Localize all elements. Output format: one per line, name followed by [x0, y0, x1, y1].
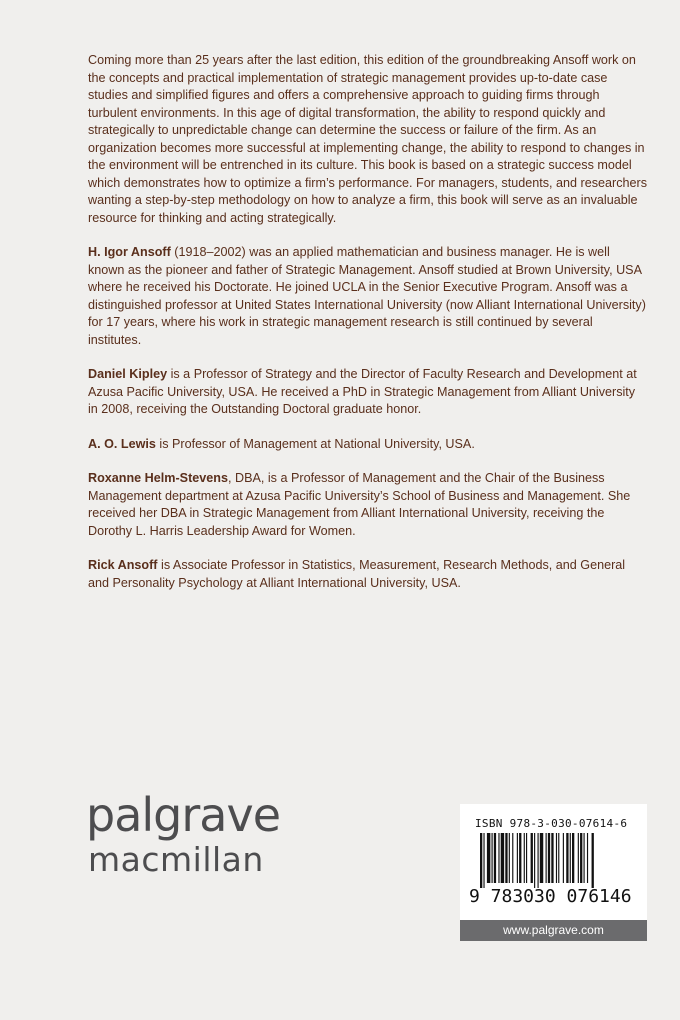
- barcode-bar: [494, 833, 496, 883]
- ean-digits: 9 783030 076146: [469, 886, 632, 907]
- author-bio-ansoff-rick: [88, 557, 648, 592]
- author-bio-text: , DBA, is a Professor of Management and the Chair of the Business Management department at Azusa Pacific University’s School of Business and Management. She received her DBA in Strategic Management from Alliant International University, receiving the Dorothy L. Harris Leadership Award for Women.: [88, 471, 631, 538]
- barcode-bar: [558, 833, 559, 883]
- barcode-bar: [551, 833, 553, 883]
- barcode-bar: [505, 833, 507, 883]
- author-bio-text: is a Professor of Strategy and the Director of Faculty Research and Development at Azusa Pacific University, USA. He received a PhD in Strategic Management from Alliant University in 2008, receiving the Outstanding Doctoral graduate honor.: [88, 367, 637, 416]
- publisher-website[interactable]: www.palgrave.com: [460, 920, 647, 941]
- barcode-bar: [509, 833, 510, 883]
- publisher-logo: [86, 790, 280, 880]
- author-bio-helm-stevens: [88, 470, 648, 540]
- author-bio-ansoff-igor: [88, 244, 648, 349]
- barcode-bar: [538, 833, 539, 888]
- barcode-bar: [501, 833, 504, 883]
- barcode-bar: [498, 833, 499, 883]
- publisher-logo-line2: macmillan: [88, 840, 264, 879]
- author-name: Rick Ansoff: [88, 558, 158, 572]
- barcode-bar: [592, 833, 594, 888]
- barcode-bar: [517, 833, 518, 883]
- barcode-bar: [540, 833, 543, 883]
- isbn-barcode: [460, 804, 647, 920]
- barcode-bar: [512, 833, 513, 883]
- barcode-bar: [578, 833, 579, 883]
- barcode-bar: [526, 833, 527, 883]
- barcode-bar: [483, 833, 484, 888]
- barcode-bar: [492, 833, 493, 883]
- author-bio-text: (1918–2002) was an applied mathematician and business manager. He is well known as the pioneer and father of Strategic Management. Ansoff studied at Brown University, USA where he received his Doctorate. He joined UCLA in the Senior Executive Program. Ansoff was a distinguished professor at United States International University (now Alliant International University) for 17 years, where his work in strategic management research is still continued by several institutes.: [88, 245, 646, 347]
- author-bio-text: is Professor of Management at National University, USA.: [155, 436, 475, 451]
- barcode-bar: [580, 833, 582, 883]
- barcode-bar: [546, 833, 547, 883]
- author-bio-kipley: [88, 366, 648, 419]
- barcode-bar: [587, 833, 588, 883]
- book-description: Coming more than 25 years after the last edition, this edition of the groundbreaking Ansoff work on the concepts and practical implementation of strategic management provides up-to-date case studies and simplified figures and offers a comprehensive approach to guiding firms through turbulent environments. In this age of digital transformation, the ability to respond quickly and strategically to unpredictable change can determine the success or failure of the firm. As an organization becomes more successful at implementing change, the ability to respond to changes in the environment will be entrenched in its culture. This book is based on a strategic success model which demonstrates how to optimize a firm’s performance. For managers, students, and researchers wanting a step-by-step methodology on how to analyze a firm, this book will serve as an invaluable resource for thinking and acting strategically.: [88, 53, 648, 225]
- barcode-bar: [563, 833, 564, 883]
- barcode-bar: [524, 833, 525, 883]
- author-name: Daniel Kipley: [88, 367, 168, 381]
- barcode-bar: [570, 833, 571, 883]
- publisher-logo-line1: palgrave: [86, 788, 280, 842]
- barcode-bar: [534, 833, 535, 888]
- barcode-bar: [480, 833, 482, 888]
- back-cover-text: [88, 52, 648, 609]
- barcode-bar: [566, 833, 568, 883]
- barcode-bar: [548, 833, 550, 883]
- barcode-bar: [519, 833, 521, 883]
- barcode-bar: [531, 833, 533, 883]
- barcode-bar: [487, 833, 490, 883]
- barcode-bars: [480, 833, 630, 888]
- author-name: H. Igor Ansoff: [88, 245, 171, 259]
- barcode-bar: [584, 833, 585, 883]
- author-bio-lewis: [88, 436, 648, 454]
- barcode-bar: [572, 833, 574, 883]
- author-name: Roxanne Helm-Stevens: [88, 471, 228, 485]
- author-name: A. O. Lewis: [88, 436, 156, 451]
- author-bio-text: is Associate Professor in Statistics, Measurement, Research Methods, and General and Personality Psychology at Alliant International University, USA.: [88, 558, 626, 590]
- barcode-bar: [556, 833, 557, 883]
- isbn-label: ISBN 978-3-030-07614-6: [475, 817, 628, 830]
